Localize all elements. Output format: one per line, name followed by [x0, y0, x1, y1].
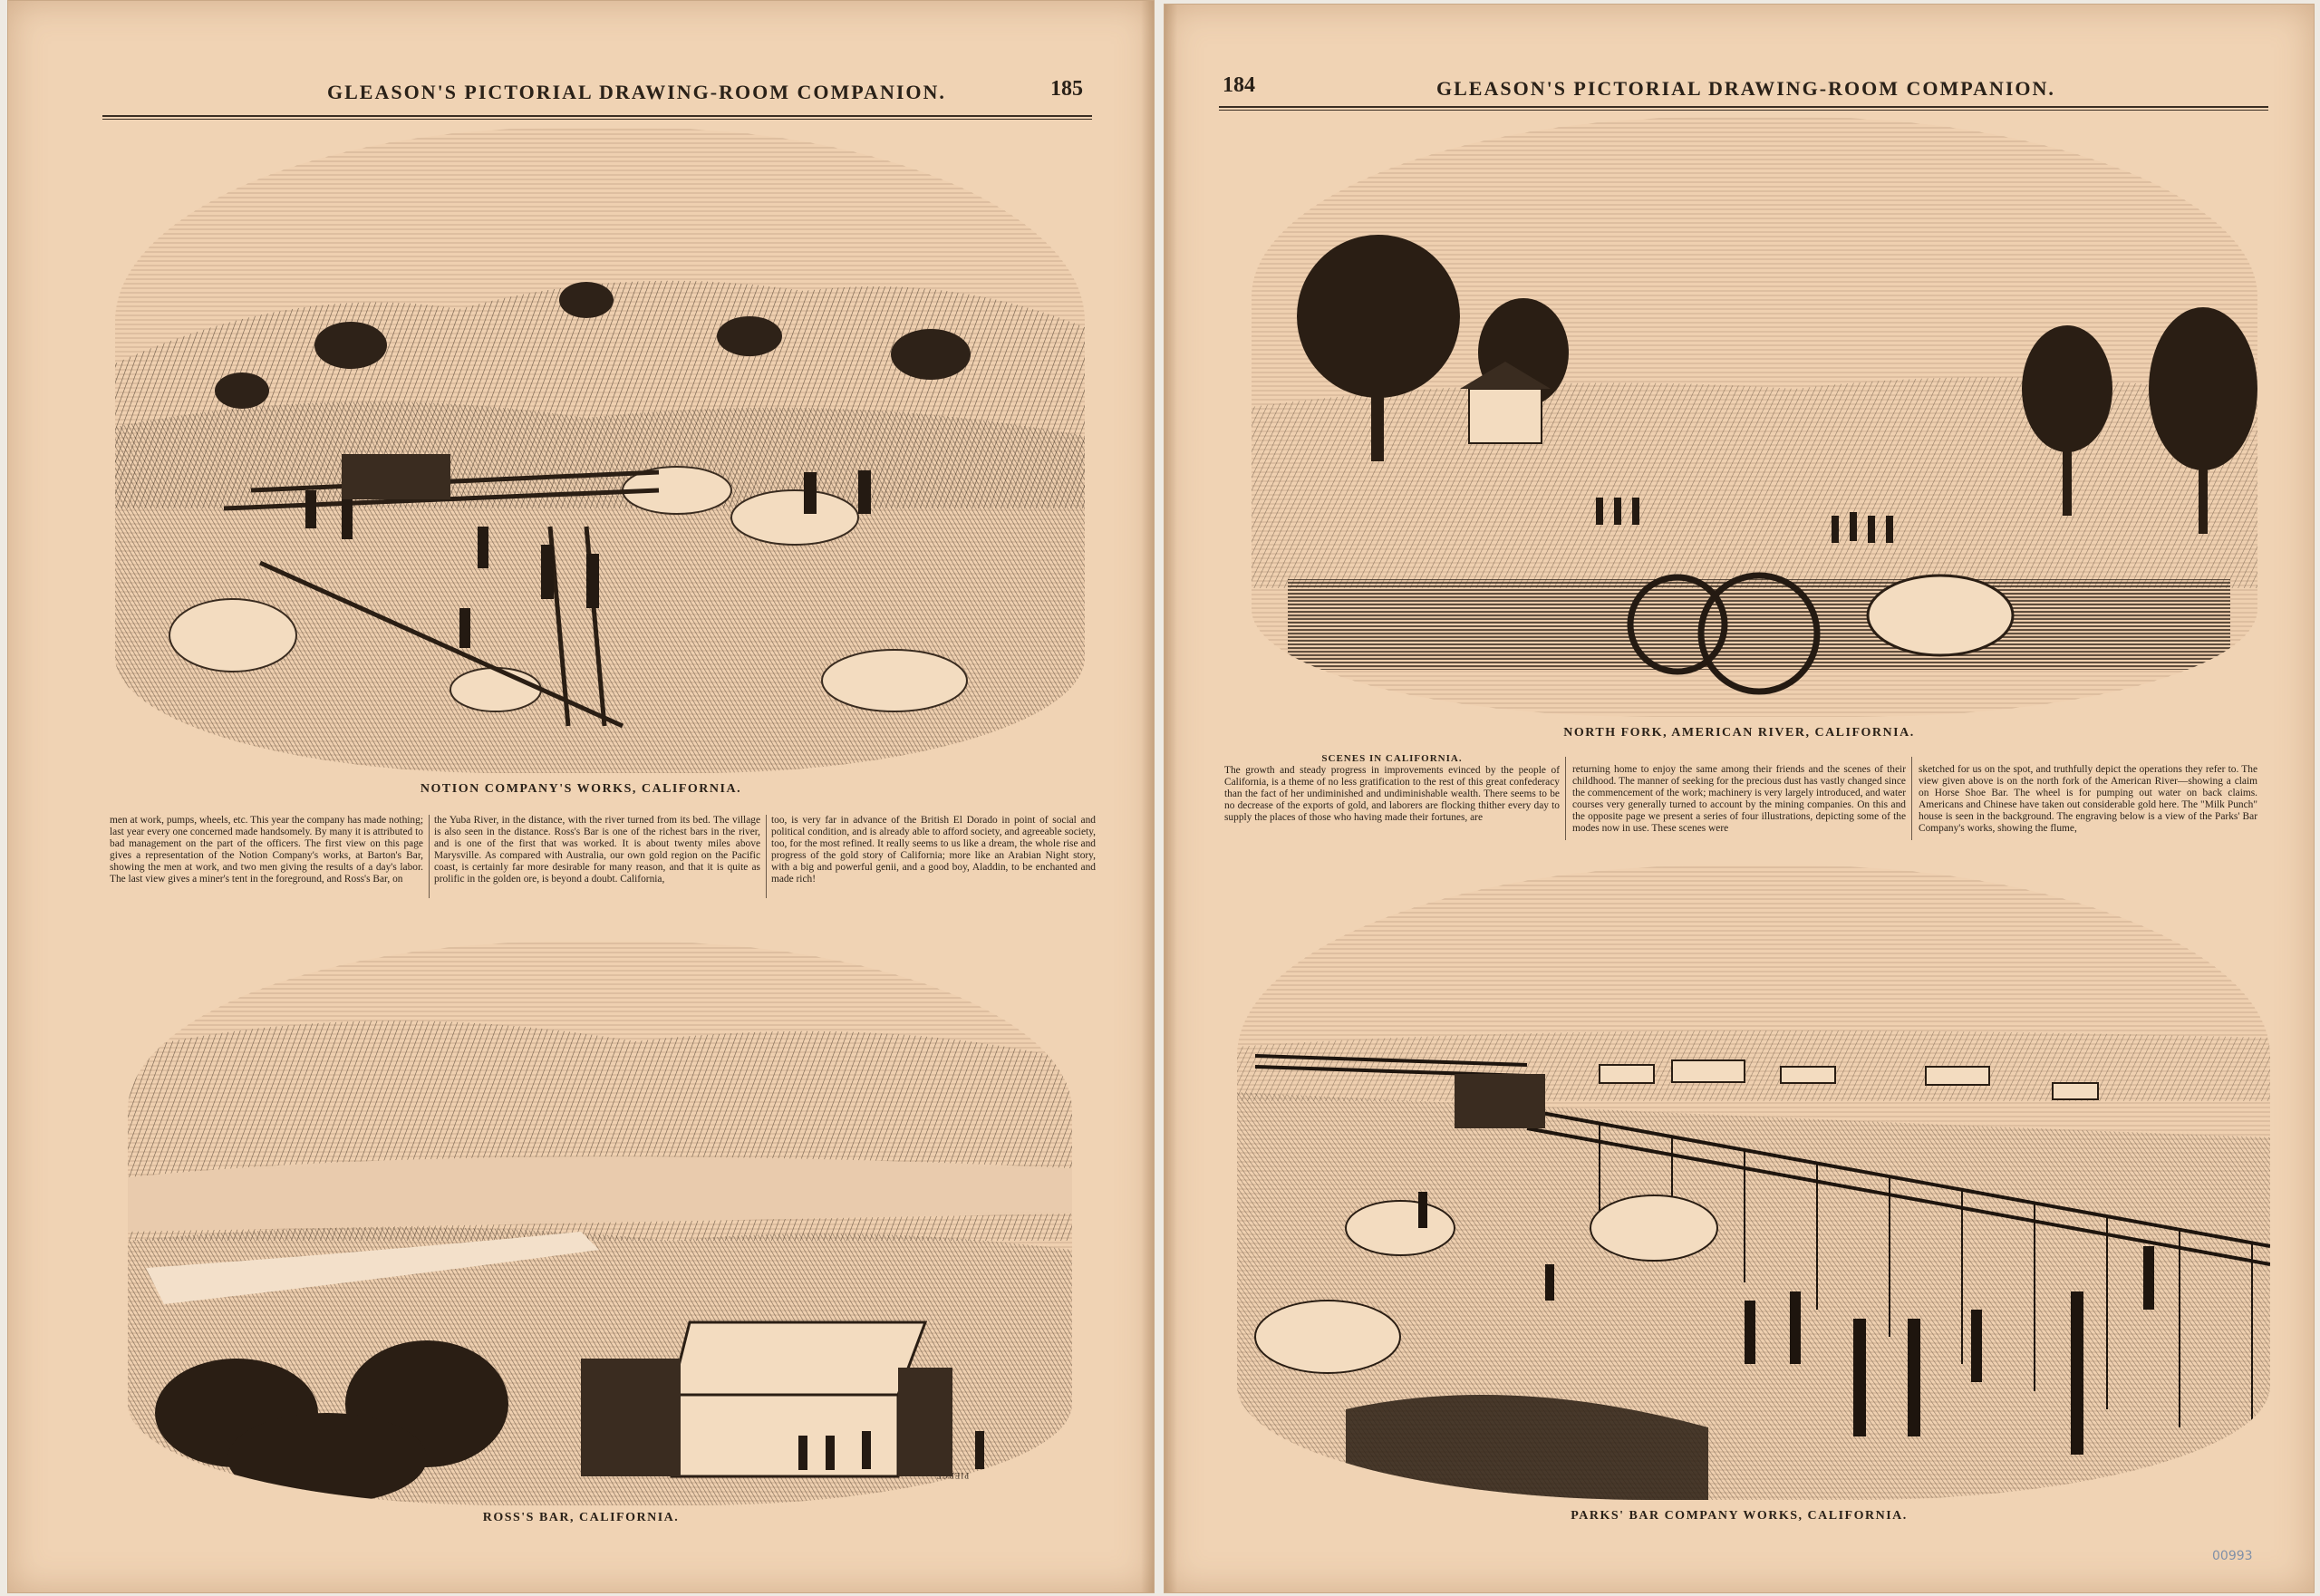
text-column-2: returning home to enjoy the same among their friends and the scenes of their childhood. The manner of seeking for the precious dust has vastly changed since the commencement of the work; machinery is very largely introduced, and water courses very generally turned to account by the mining companies. On this and the opposite page we present a series of four illustrations, depicting some of the modes now in use. These scenes were [1572, 764, 1906, 834]
engraving-north-fork-american-river [1252, 117, 2257, 717]
caption-parks-bar-company-works: PARKS' BAR COMPANY WORKS, CALIFORNIA. [1571, 1509, 1908, 1523]
artist-signature: PIERCE. [933, 1471, 970, 1480]
engraving-notion-company-works [115, 128, 1085, 773]
caption-north-fork-american-river: NORTH FORK, AMERICAN RIVER, CALIFORNIA. [1563, 726, 1915, 740]
right-page [1164, 4, 2315, 1593]
text-column-1 [1224, 753, 1560, 824]
column-separator [1565, 757, 1566, 840]
masthead-rule [102, 115, 1092, 120]
page-number: 185 [1050, 77, 1083, 101]
article-text: The growth and steady progress in improvements evinced by the people of California, is a theme of no less gratification to the rest of this great confederacy than the fact of her undiminished and undiminishable wealth. There seems to be no decrease of the exports of gold, and laborers are flocking thither every day to supply the places of those who having made their fortunes, are [1224, 765, 1560, 823]
left-page [7, 0, 1155, 1593]
caption-ross-bar: ROSS'S BAR, CALIFORNIA. [482, 1511, 680, 1524]
engraving-parks-bar-company-works [1237, 866, 2270, 1500]
column-separator [1911, 757, 1912, 840]
column-separator [429, 815, 430, 898]
page-gutter-shadow [1165, 5, 1177, 1592]
text-column-1: men at work, pumps, wheels, etc. This year the company has made nothing; last year every one concerned made handsomely. By many it is attributed to bad management on the part of the officers. The first view on this page gives a representation of the Notion Company's works, at Barton's Bar, showing the men at work, and two men giving the results of a day's labor. The last view gives a miner's tent in the foreground, and Ross's Bar, on [110, 815, 423, 885]
engraving-ross-bar [128, 942, 1072, 1505]
article-title: SCENES IN CALIFORNIA. [1321, 753, 1463, 764]
text-column-2: the Yuba River, in the distance, with the river turned from its bed. The village is also seen in the distance. Ross's Bar is one of the richest bars in the river, and is one of the first that was worked. It is about twenty miles above Marysville. As compared with Australia, our own gold region on the Pacific coast, is certainly far more desirable for many reason, and that it is quite as prolific in the golden ore, is beyond a doubt. California, [434, 815, 760, 885]
archive-stamp: 00993 [2212, 1549, 2253, 1563]
text-column-3: too, is very far in advance of the British El Dorado in point of social and political condition, and is already able to afford society, and agreeable society, too, for the most refined. It really seems to us like a dream, the whole rise and progress of the gold story of California; more like an Arabian Night story, with a big and powerful genii, and a good boy, Aladdin, to be enchanted and made rich! [771, 815, 1096, 885]
masthead-rule [1219, 106, 2268, 111]
masthead: GLEASON'S PICTORIAL DRAWING-ROOM COMPANION. [327, 81, 946, 103]
masthead: GLEASON'S PICTORIAL DRAWING-ROOM COMPANION. [1436, 77, 2055, 100]
text-column-3: sketched for us on the spot, and truthfully depict the operations they refer to. The view given above is on the north fork of the American River—showing a claim on Horse Shoe Bar. The wheel is for pumping out water on back claims. Americans and Chinese have taken out considerable gold here. The "Milk Punch" house is seen in the background. The engraving below is a view of the Parks' Bar Company's works, showing the flume, [1919, 764, 2257, 834]
caption-notion-company-works: NOTION COMPANY'S WORKS, CALIFORNIA. [420, 782, 742, 796]
column-separator [766, 815, 767, 898]
page-number: 184 [1223, 73, 1255, 97]
page-gutter-shadow [1141, 1, 1154, 1592]
